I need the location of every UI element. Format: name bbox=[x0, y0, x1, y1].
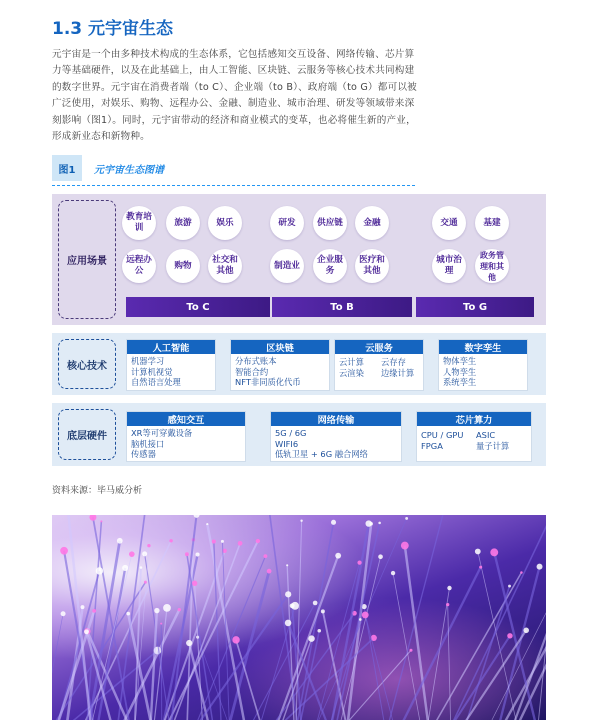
fiber-tip-glow bbox=[409, 649, 412, 652]
fiber-tip-glow bbox=[186, 640, 192, 646]
fiber-tip-glow bbox=[523, 628, 529, 634]
card-item: 脑机接口 bbox=[131, 438, 165, 449]
circle-medical: 医疗和其他 bbox=[355, 249, 389, 283]
circle-shopping: 购物 bbox=[166, 249, 200, 283]
circle-enterprise: 企业服务 bbox=[313, 249, 347, 283]
card-item: 计算机视觉 bbox=[131, 366, 173, 377]
circle-manufacturing: 制造业 bbox=[270, 249, 304, 283]
circle-rnd: 研发 bbox=[270, 206, 304, 240]
section-title: 1.3 元宇宙生态 bbox=[52, 19, 174, 39]
fiber-tip-glow bbox=[122, 565, 128, 571]
circle-social: 社交和其他 bbox=[208, 249, 242, 283]
card-item: ASIC bbox=[476, 430, 496, 440]
card-item: 机器学习 bbox=[131, 356, 165, 366]
fiber-optic-illustration bbox=[52, 515, 546, 720]
fiber-tip-glow bbox=[446, 603, 449, 606]
fiber-tip-glow bbox=[60, 547, 68, 555]
fiber-tip-glow bbox=[92, 609, 96, 613]
card-cloud bbox=[334, 339, 424, 391]
fiber-strand bbox=[393, 573, 421, 720]
fiber-strand bbox=[336, 523, 380, 720]
fiber-tip-glow bbox=[405, 517, 408, 520]
card-item: 边缘计算 bbox=[381, 367, 415, 378]
fiber-strand bbox=[401, 567, 480, 720]
card-perception bbox=[126, 411, 246, 462]
fiber-tip-glow bbox=[520, 571, 523, 574]
fiber-tip-glow bbox=[313, 601, 318, 606]
card-item: 低轨卫星 + 6G 融合网络 bbox=[275, 449, 368, 460]
fiber-tip-glow bbox=[142, 551, 147, 556]
circle-education: 教育培训 bbox=[122, 206, 156, 240]
fiber-tip-glow bbox=[160, 623, 162, 625]
fiber-strand bbox=[494, 552, 536, 720]
card-title-network: 网络传输 bbox=[271, 412, 401, 426]
card-item: NFT非同质化代币 bbox=[235, 377, 301, 388]
card-item: CPU / GPU bbox=[421, 430, 464, 440]
fiber-tip-glow bbox=[317, 629, 321, 633]
fiber-tip-glow bbox=[192, 581, 198, 587]
figure-title: 元宇宙生态图谱 bbox=[94, 165, 164, 176]
card-item: 云计算 bbox=[339, 357, 364, 367]
card-item: 人物孪生 bbox=[443, 366, 477, 377]
fiber-tip-glow bbox=[359, 618, 362, 621]
hardware-layer bbox=[52, 403, 546, 466]
fiber-tip-glow bbox=[401, 542, 409, 550]
fiber-tip-glow bbox=[508, 585, 511, 588]
fiber-tip-glow bbox=[391, 571, 395, 575]
fiber-strand bbox=[198, 637, 229, 720]
fiber-tip-glow bbox=[285, 620, 292, 627]
fiber-tip-glow bbox=[154, 608, 159, 613]
fiber-tip-glow bbox=[61, 611, 66, 616]
fiber-tip-glow bbox=[447, 586, 451, 590]
card-item: 云渲染 bbox=[339, 367, 364, 378]
card-digital-twin bbox=[438, 339, 528, 391]
card-item: 传感器 bbox=[131, 449, 156, 460]
fiber-tip-glow bbox=[144, 581, 147, 584]
fiber-tip-glow bbox=[178, 608, 181, 611]
card-title-chips: 芯片算力 bbox=[417, 412, 531, 426]
fiber-strand bbox=[388, 515, 445, 720]
fiber-tip-glow bbox=[507, 633, 512, 638]
intro-paragraph: 元宇宙是一个由多种技术构成的生态体系，它包括感知交互设备、网络传输、芯片算力等基础硬件，以及在此基础上，由人工智能、区块链、云服务等核心技术共同构建的数字世界。元宇宙在消费者端（to C）、企业端（to B）、政府端（to G）都可以被广泛使用，对娱乐、购物、远程办公、金融、制造业、城市治理、研发等领域带来深刻影响（图1）。同时，元宇宙带动的经济和商业模式的变革，也必将催生新的产业，形成新业态和新物种。 bbox=[52, 49, 417, 143]
fiber-strand bbox=[207, 524, 245, 720]
fiber-tip-glow bbox=[357, 561, 361, 565]
fiber-tip-glow bbox=[362, 611, 369, 618]
figure-badge: 图1 bbox=[52, 155, 82, 181]
core-tech-layer bbox=[52, 333, 546, 395]
fiber-tip-glow bbox=[221, 540, 224, 543]
figure-header bbox=[52, 155, 415, 186]
fiber-tip-glow bbox=[300, 520, 302, 522]
fiber-tip-glow bbox=[126, 612, 130, 616]
card-ai bbox=[126, 339, 216, 391]
card-item: 智能合约 bbox=[235, 366, 269, 377]
fiber-tip-glow bbox=[285, 591, 291, 597]
circle-transport: 交通 bbox=[432, 206, 466, 240]
card-network bbox=[270, 411, 402, 462]
fiber-tip-glow bbox=[84, 629, 89, 634]
layer-label-application: 应用场景 bbox=[58, 200, 116, 319]
fiber-tip-glow bbox=[479, 566, 482, 569]
card-title-cloud: 云服务 bbox=[335, 340, 423, 354]
fiber-tip-glow bbox=[89, 515, 96, 521]
fiber-tip-glow bbox=[286, 564, 288, 566]
fiber-strand bbox=[434, 572, 521, 720]
fiber-tip-glow bbox=[81, 605, 85, 609]
fiber-tip-glow bbox=[100, 520, 102, 522]
fiber-tip-glow bbox=[475, 549, 481, 555]
application-layer bbox=[52, 194, 546, 325]
fiber-optic-photo bbox=[52, 515, 546, 720]
fiber-tip-glow bbox=[117, 538, 123, 544]
card-item: WIFI6 bbox=[275, 438, 299, 449]
to-b-bar: To B bbox=[272, 297, 412, 317]
fiber-strand bbox=[466, 586, 510, 720]
card-item: 量子计算 bbox=[476, 440, 510, 451]
layer-label-core: 核心技术 bbox=[58, 339, 116, 389]
fiber-tip-glow bbox=[147, 544, 150, 547]
fiber-tip-glow bbox=[96, 567, 103, 574]
fiber-tip-glow bbox=[335, 553, 341, 559]
fiber-tip-glow bbox=[185, 552, 189, 556]
fiber-tip-glow bbox=[378, 522, 381, 525]
fiber-tip-glow bbox=[212, 540, 216, 544]
card-title-ai: 人工智能 bbox=[127, 340, 215, 354]
fiber-tip-glow bbox=[490, 548, 498, 556]
fiber-strand bbox=[197, 594, 288, 720]
fiber-strand bbox=[229, 571, 269, 720]
fiber-strand bbox=[448, 605, 451, 720]
circle-city-governance: 城市治理 bbox=[432, 249, 466, 283]
fiber-tip-glow bbox=[232, 636, 239, 643]
fiber-strand bbox=[428, 588, 450, 720]
card-item: 系统孪生 bbox=[443, 377, 477, 388]
card-item: 自然语言处理 bbox=[131, 377, 181, 388]
card-title-perception: 感知交互 bbox=[127, 412, 245, 426]
card-item: 云存存 bbox=[381, 357, 406, 367]
fiber-tip-glow bbox=[308, 635, 314, 641]
fiber-tip-glow bbox=[163, 604, 171, 612]
card-title-blockchain: 区块链 bbox=[231, 340, 329, 354]
card-item: 分布式账本 bbox=[235, 356, 277, 366]
to-g-bar: To G bbox=[416, 297, 534, 317]
fiber-tip-glow bbox=[366, 520, 372, 526]
fiber-tip-glow bbox=[256, 539, 260, 543]
fiber-tip-glow bbox=[331, 520, 336, 525]
circle-infrastructure: 基建 bbox=[475, 206, 509, 240]
circle-supply-chain: 供应链 bbox=[313, 206, 347, 240]
card-item: 5G / 6G bbox=[275, 428, 307, 438]
fiber-strand bbox=[196, 556, 266, 720]
fiber-tip-glow bbox=[267, 569, 272, 574]
source-note: 资料来源：毕马威分析 bbox=[52, 486, 143, 496]
to-c-bar: To C bbox=[126, 297, 270, 317]
fiber-tip-glow bbox=[238, 541, 243, 546]
card-item: FPGA bbox=[421, 440, 443, 451]
layer-label-hardware: 底层硬件 bbox=[58, 409, 116, 460]
card-blockchain bbox=[230, 339, 330, 391]
card-item: 物体孪生 bbox=[443, 356, 477, 366]
circle-government: 政务管理和其他 bbox=[475, 249, 509, 283]
card-item: XR等可穿戴设备 bbox=[131, 428, 193, 438]
fiber-tip-glow bbox=[537, 564, 543, 570]
fiber-tip-glow bbox=[129, 551, 135, 557]
fiber-tip-glow bbox=[263, 554, 267, 558]
fiber-strand bbox=[167, 541, 258, 720]
fiber-tip-glow bbox=[140, 566, 143, 569]
fiber-tip-glow bbox=[291, 602, 299, 610]
fiber-tip-glow bbox=[195, 552, 199, 556]
fiber-strand bbox=[87, 631, 129, 720]
fiber-tip-glow bbox=[194, 515, 200, 518]
fiber-tip-glow bbox=[206, 523, 208, 525]
fiber-strand bbox=[463, 630, 526, 720]
circle-finance: 金融 bbox=[355, 206, 389, 240]
circle-tourism: 旅游 bbox=[166, 206, 200, 240]
card-title-digital-twin: 数字孪生 bbox=[439, 340, 527, 354]
card-chips bbox=[416, 411, 532, 462]
fiber-strand bbox=[52, 614, 63, 720]
fiber-strand bbox=[365, 615, 394, 720]
circle-entertainment: 娱乐 bbox=[208, 206, 242, 240]
fiber-tip-glow bbox=[321, 609, 325, 613]
fiber-tip-glow bbox=[169, 539, 172, 542]
fiber-tip-glow bbox=[378, 554, 383, 559]
circle-remote-work: 远程办公 bbox=[122, 249, 156, 283]
